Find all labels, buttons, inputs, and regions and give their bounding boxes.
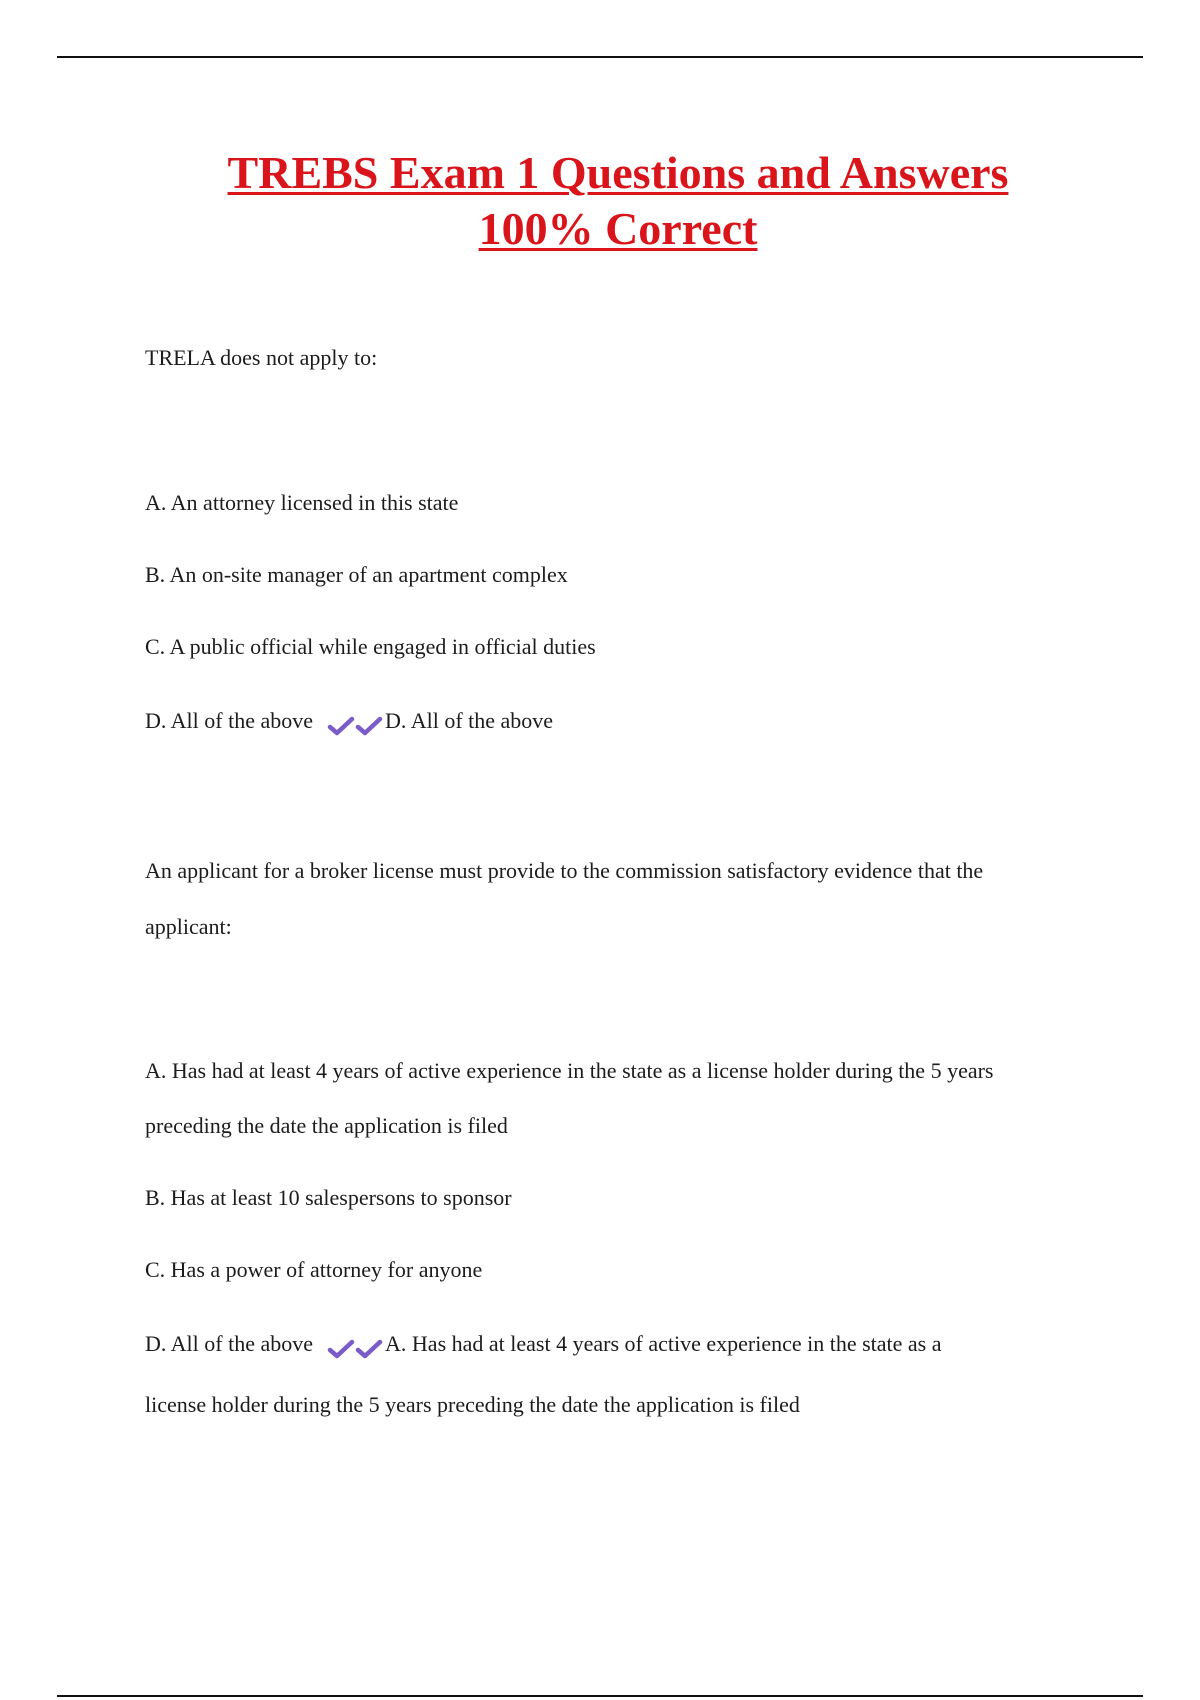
- question-2-answer-line-2: license holder during the 5 years preceding the date the application is filed: [145, 1392, 800, 1417]
- question-1-answer: D. All of the above: [385, 708, 554, 733]
- check-icon: [355, 1338, 383, 1360]
- question-2-option-d-row: [145, 1330, 942, 1361]
- question-2-option-d: D. All of the above: [145, 1331, 314, 1356]
- check-icon: [327, 715, 355, 737]
- answer-marks: [327, 710, 383, 738]
- question-2-answer-line-1: A. Has had at least 4 years of active experience in the state as a: [385, 1331, 942, 1356]
- document-title: [0, 145, 1200, 257]
- question-2-prompt-line-1: An applicant for a broker license must provide to the commission satisfactory evidence that the: [145, 858, 984, 883]
- question-1-option-a: A. An attorney licensed in this state: [145, 490, 459, 515]
- answer-marks: [327, 1333, 383, 1361]
- check-icon: [327, 1338, 355, 1360]
- question-1-option-b: B. An on-site manager of an apartment complex: [145, 562, 568, 587]
- bottom-rule: [57, 1695, 1143, 1697]
- question-2-option-a-line-2: preceding the date the application is filed: [145, 1113, 508, 1138]
- title-line-1: TREBS Exam 1 Questions and Answers: [227, 147, 1009, 198]
- question-2-option-a-line-1: A. Has had at least 4 years of active experience in the state as a license holder during the 5 years: [145, 1058, 994, 1083]
- question-2-option-c: C. Has a power of attorney for anyone: [145, 1257, 483, 1282]
- check-icon: [355, 715, 383, 737]
- question-1-option-d: D. All of the above: [145, 708, 314, 733]
- question-2-option-b: B. Has at least 10 salespersons to sponsor: [145, 1185, 512, 1210]
- question-2-prompt-line-2: applicant:: [145, 914, 232, 939]
- top-rule: [57, 56, 1143, 58]
- question-1-prompt: TRELA does not apply to:: [145, 345, 378, 370]
- title-line-2: 100% Correct: [478, 203, 758, 254]
- question-1-option-d-row: [145, 707, 553, 738]
- question-1-option-c: C. A public official while engaged in official duties: [145, 634, 596, 659]
